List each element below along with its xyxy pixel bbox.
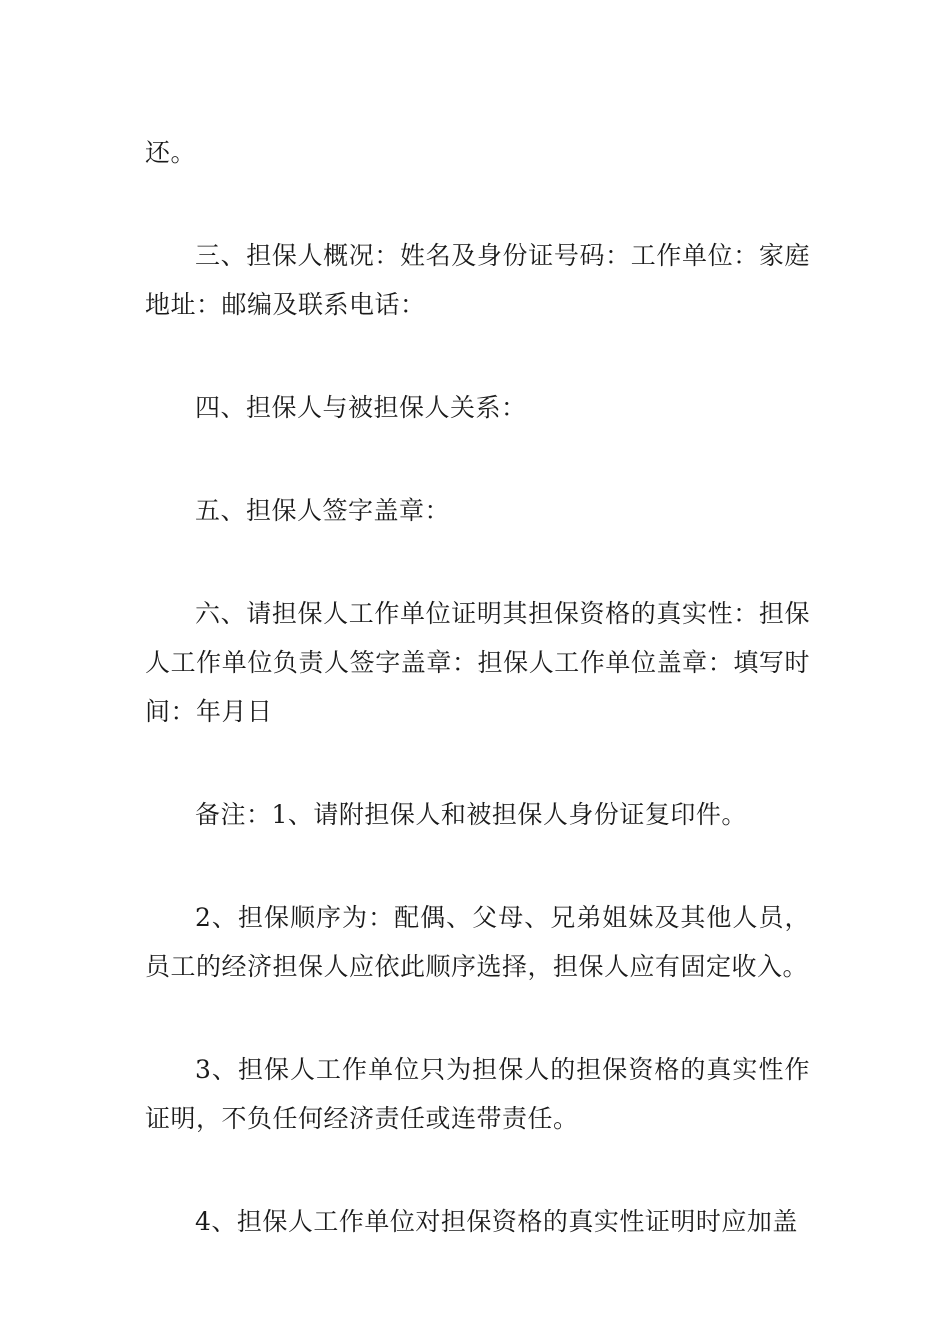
- note-item-2: 2、担保顺序为：配偶、父母、兄弟姐妹及其他人员，员工的经济担保人应依此顺序选择，担保人应有固定收入。: [145, 903, 810, 981]
- paragraph-gap: [145, 839, 810, 893]
- paragraph-gap: [145, 329, 810, 383]
- paragraph-continuation: 还。: [145, 138, 197, 167]
- paragraph-gap: [145, 535, 810, 589]
- note-item-4: 4、担保人工作单位对担保资格的真实性证明时应加盖: [195, 1207, 798, 1236]
- paragraph-employer-certification: 六、请担保人工作单位证明其担保资格的真实性：担保人工作单位负责人签字盖章：担保人工作单位盖章：填写时间：年月日: [145, 599, 810, 726]
- note-item-3: 3、担保人工作单位只为担保人的担保资格的真实性作证明，不负任何经济责任或连带责任。: [145, 1055, 810, 1133]
- paragraph-gap: [145, 736, 810, 790]
- paragraph-gap: [145, 991, 810, 1045]
- paragraph-guarantor-overview: 三、担保人概况：姓名及身份证号码：工作单位：家庭地址：邮编及联系电话：: [145, 241, 810, 319]
- paragraph-gap: [145, 1143, 810, 1197]
- paragraph-gap: [145, 177, 810, 231]
- paragraph-gap: [145, 432, 810, 486]
- paragraph-guarantor-signature: 五、担保人签字盖章：: [195, 496, 451, 525]
- note-item-1: 备注：1、请附担保人和被担保人身份证复印件。: [195, 800, 747, 829]
- document-body: [145, 128, 810, 1246]
- paragraph-guarantor-relationship: 四、担保人与被担保人关系：: [195, 393, 527, 422]
